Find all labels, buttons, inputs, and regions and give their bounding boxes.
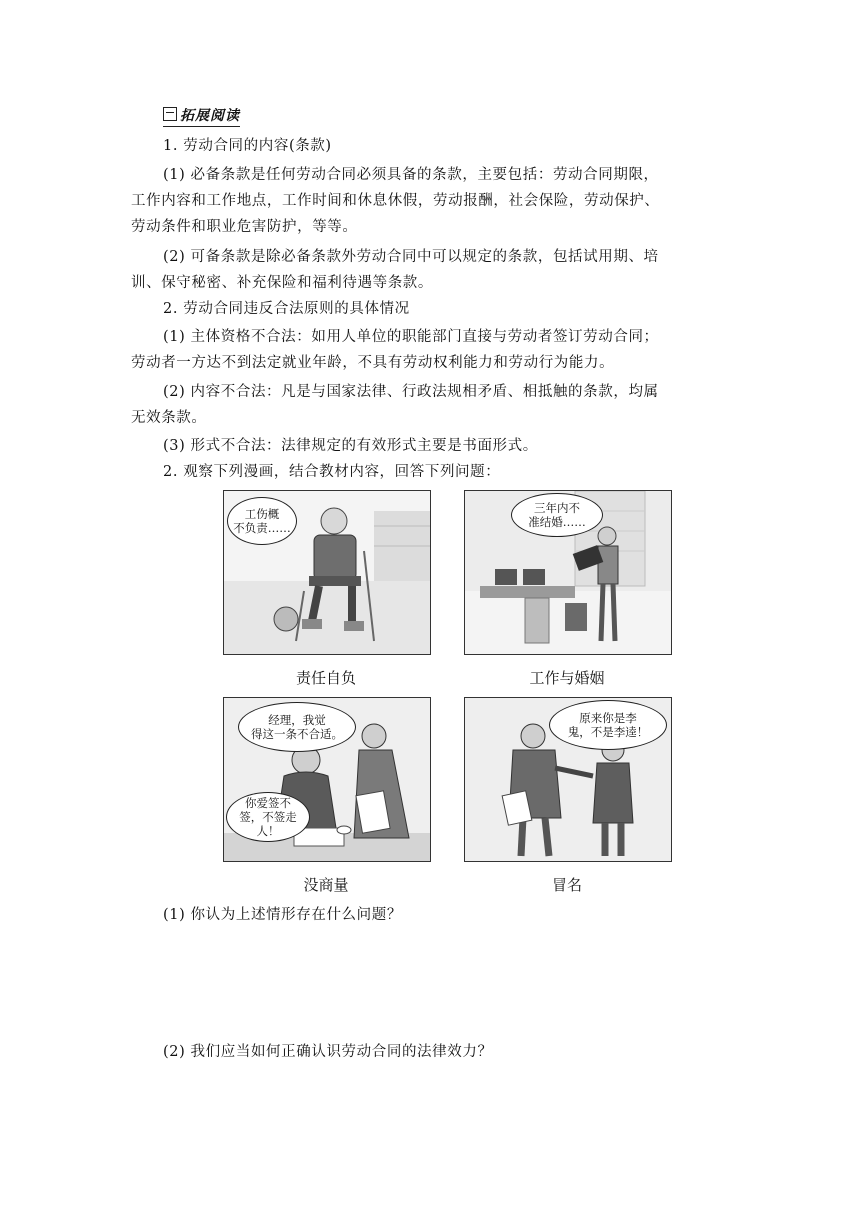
- paragraph-line: 劳动者一方达不到法定就业年龄，不具有劳动权利能力和劳动行为能力。: [131, 355, 615, 371]
- paragraph-line: (2) 内容不合法：凡是与国家法律、行政法规相矛盾、相抵触的条款，均属: [163, 384, 659, 400]
- paragraph-line: 劳动条件和职业危害防护，等等。: [131, 219, 358, 235]
- paragraph-line: 工作内容和工作地点，工作时间和休息休假，劳动报酬，社会保险，劳动保护、: [131, 193, 660, 209]
- paragraph-line: 无效条款。: [131, 410, 207, 426]
- section-title: 拓展阅读: [180, 108, 240, 124]
- comic-panel-1: [223, 490, 431, 655]
- comic-panel-2: [464, 490, 672, 655]
- comic-caption: 责任自负: [295, 669, 356, 687]
- comic-caption: 工作与婚姻: [529, 669, 605, 687]
- speech-bubble: 你爱签不 签，不签走人！: [226, 792, 310, 842]
- paragraph-line: (3) 形式不合法：法律规定的有效形式主要是书面形式。: [163, 438, 538, 454]
- section-header: [163, 105, 240, 127]
- paragraph-line: 2. 劳动合同违反合法原则的具体情况: [163, 301, 410, 317]
- speech-bubble: 工伤概 不负责……: [227, 497, 297, 545]
- comic-panel-3: [223, 697, 431, 862]
- paragraph-line: (2) 可备条款是除必备条款外劳动合同中可以规定的条款，包括试用期、培: [163, 249, 659, 265]
- speech-bubble: 经理，我觉 得这一条不合适。: [238, 702, 356, 752]
- speech-bubble: 三年内不 准结婚……: [511, 493, 603, 537]
- paragraph-line: 1. 劳动合同的内容(条款): [163, 138, 332, 154]
- paragraph-line: 2. 观察下列漫画，结合教材内容，回答下列问题：: [163, 464, 501, 480]
- book-icon: [163, 107, 177, 121]
- paragraph-line: (1) 主体资格不合法：如用人单位的职能部门直接与劳动者签订劳动合同；: [163, 329, 659, 345]
- paragraph-line: (1) 必备条款是任何劳动合同必须具备的条款，主要包括：劳动合同期限，: [163, 167, 659, 183]
- paragraph-line: 训、保守秘密、补充保险和福利待遇等条款。: [131, 275, 433, 291]
- comic-panel-4: [464, 697, 672, 862]
- question-1: (1) 你认为上述情形存在什么问题？: [163, 907, 402, 923]
- speech-bubble: 原来你是李 鬼，不是李逵！: [549, 700, 667, 750]
- comic-caption: 冒名: [551, 876, 582, 894]
- question-2: (2) 我们应当如何正确认识劳动合同的法律效力？: [163, 1044, 493, 1060]
- comic-caption: 没商量: [303, 876, 349, 894]
